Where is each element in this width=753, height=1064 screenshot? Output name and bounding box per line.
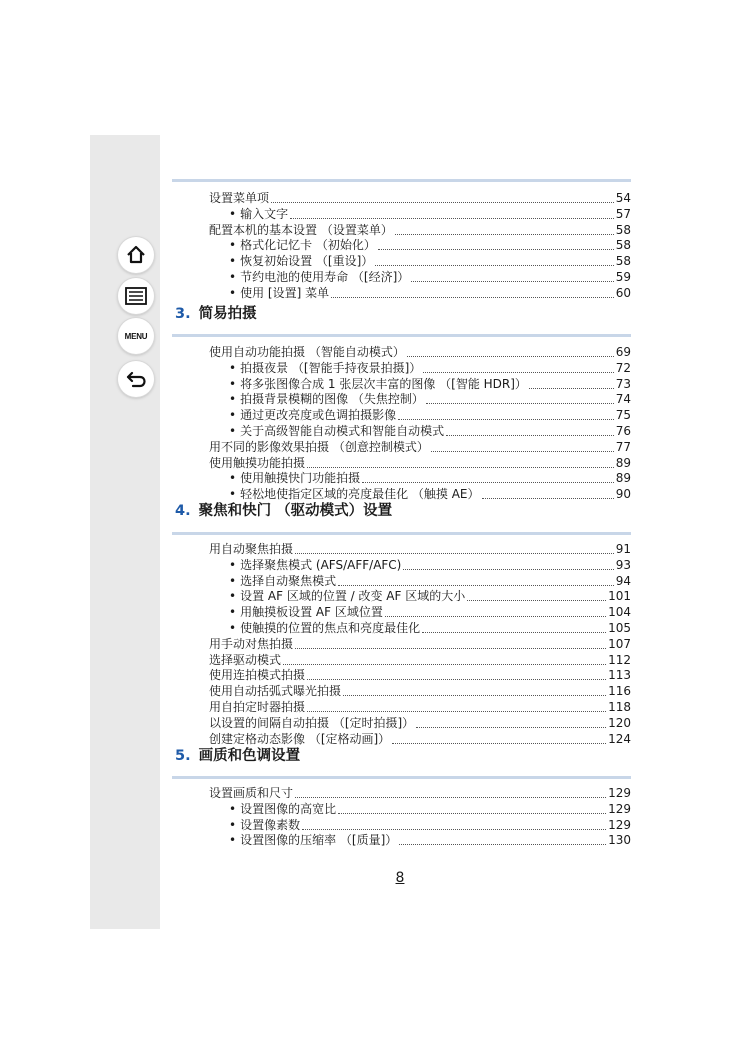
toc-entry-label: 设置画质和尺寸 [209, 786, 294, 800]
toc-subentry[interactable] [229, 574, 631, 589]
toc-entry-label: 设置像素数 [240, 817, 301, 832]
toc-entry-label: 使用连拍模式拍摄 [209, 668, 306, 683]
bullet-icon: • [229, 471, 237, 486]
section-title [175, 499, 392, 520]
bullet-icon: • [229, 206, 237, 221]
dot-leader [385, 616, 606, 617]
toc-subentry[interactable] [229, 361, 631, 376]
toc-entry-label: 用自拍定时器拍摄 [209, 700, 306, 714]
toc-entry-page: 120 [608, 715, 631, 730]
toc-subentry[interactable] [229, 377, 631, 392]
dot-leader [399, 844, 606, 845]
bullet-icon: • [229, 621, 237, 635]
dot-leader [395, 234, 614, 235]
toc-entry-page: 91 [615, 542, 631, 556]
dot-leader [407, 356, 614, 357]
dot-leader [403, 569, 613, 570]
dot-leader [362, 482, 614, 483]
toc-entry-label: 创建定格动态影像 （[定格动画]） [209, 731, 391, 746]
toc-subentry[interactable] [229, 621, 631, 636]
dot-leader [295, 553, 614, 554]
toc-entry-label: 用手动对焦拍摄 [209, 636, 294, 651]
toc-subentry[interactable] [229, 207, 631, 222]
toc-entry-label: 以设置的间隔自动拍摄 （[定时拍摄]） [209, 715, 415, 730]
toc-entry-page: 94 [615, 573, 631, 588]
toc-entry-page: 129 [608, 801, 631, 816]
toc-entry[interactable] [209, 456, 631, 471]
toc-entry-page: 60 [615, 285, 631, 300]
section-divider [172, 776, 631, 779]
bullet-icon: • [229, 270, 237, 284]
toc-entry-label: 用不同的影像效果拍摄 （创意控制模式） [209, 439, 429, 454]
toc-entry[interactable] [209, 716, 631, 731]
toc-subentry[interactable] [229, 818, 631, 833]
bullet-icon: • [229, 408, 237, 423]
toc-entry-page: 118 [608, 700, 631, 714]
page-number: 8 [395, 870, 405, 886]
toc-entry-label: 通过更改亮度或色调拍摄影像 [240, 408, 397, 423]
toc-subentry[interactable] [229, 408, 631, 423]
dot-leader [422, 632, 606, 633]
toc-entry-label: 选择聚焦模式 (AFS/AFF/AFC) [240, 557, 402, 572]
toc-entry-page: 54 [615, 191, 631, 205]
toc-entry-label: 选择驱动模式 [209, 652, 282, 667]
toc-entry-label: 用自动聚焦拍摄 [209, 542, 294, 556]
toc-entry-label: 拍摄背景模糊的图像 （失焦控制） [240, 392, 424, 407]
dot-leader [271, 202, 614, 203]
toc-entry[interactable] [209, 786, 631, 801]
toc-entry-page: 76 [615, 424, 631, 438]
section-title-text: 画质和色调设置 [198, 748, 301, 764]
dot-leader [529, 388, 614, 389]
toc-subentry[interactable] [229, 424, 631, 439]
toc-entry-page: 58 [615, 222, 631, 237]
bullet-icon: • [229, 605, 237, 620]
toc-entry-label: 将多张图像合成 1 张层次丰富的图像 （[智能 HDR]） [240, 376, 527, 391]
dot-leader [338, 585, 614, 586]
toc-entry-page: 130 [608, 833, 631, 848]
dot-leader [426, 403, 614, 404]
dot-leader [375, 265, 613, 266]
dot-leader [307, 467, 614, 468]
toc-entry-page: 104 [608, 605, 631, 620]
bullet-icon: • [229, 801, 237, 816]
toc-entry-label: 输入文字 [240, 206, 289, 221]
dot-leader [467, 600, 606, 601]
toc-entry-label: 使用 [设置] 菜单 [240, 285, 330, 300]
toc-entry-page: 58 [615, 254, 631, 269]
toc-subentry[interactable] [229, 392, 631, 407]
bullet-icon: • [229, 392, 237, 407]
section-divider [172, 179, 631, 182]
toc-entry-page: 105 [608, 621, 631, 635]
toc-entry[interactable] [209, 637, 631, 652]
toc-entry-label: 设置 AF 区域的位置 / 改变 AF 区域的大小 [240, 589, 466, 604]
dot-leader [302, 829, 606, 830]
toc-subentry[interactable] [229, 605, 631, 620]
toc-entry[interactable] [209, 191, 631, 206]
toc-subentry[interactable] [229, 558, 631, 573]
dot-leader [290, 218, 614, 219]
toc-entry-label: 节约电池的使用寿命 （[经济]） [240, 270, 410, 284]
toc-entry-page: 90 [615, 487, 631, 502]
dot-leader [431, 451, 614, 452]
toc-entry-page: 101 [608, 589, 631, 604]
section-number: 3. [175, 306, 191, 322]
bullet-icon: • [229, 817, 237, 832]
toc-entry-label: 设置图像的高宽比 [240, 801, 337, 816]
toc-subentry[interactable] [229, 238, 631, 253]
toc-entry-label: 拍摄夜景 （[智能手持夜景拍摄]） [240, 360, 422, 375]
toc-subentry[interactable] [229, 833, 631, 848]
toc-entry-page: 112 [608, 652, 631, 667]
bullet-icon: • [229, 487, 237, 502]
toc-entry-label: 配置本机的基本设置 （设置菜单） [209, 222, 393, 237]
dot-leader [338, 813, 606, 814]
bullet-icon: • [229, 376, 237, 391]
bullet-icon: • [229, 360, 237, 375]
toc-entry-label: 设置图像的压缩率 （[质量]） [240, 833, 398, 848]
toc-entry-page: 129 [608, 786, 631, 800]
toc-subentry[interactable] [229, 589, 631, 604]
toc-entry[interactable] [209, 684, 631, 699]
toc-entry-page: 89 [615, 471, 631, 486]
toc-entry[interactable] [209, 542, 631, 557]
toc-entry-label: 设置菜单项 [209, 191, 270, 205]
dot-leader [307, 711, 606, 712]
section-divider [172, 532, 631, 535]
dot-leader [295, 648, 606, 649]
dot-leader [378, 249, 614, 250]
toc-entry-page: 73 [615, 376, 631, 391]
dot-leader [446, 435, 614, 436]
dot-leader [295, 797, 606, 798]
bullet-icon: • [229, 254, 237, 269]
toc-subentry[interactable] [229, 286, 631, 301]
toc-entry-page: 124 [608, 731, 631, 746]
toc-entry[interactable] [209, 700, 631, 715]
toc-entry-page: 74 [615, 392, 631, 407]
toc-entry-label: 使用自动功能拍摄 （智能自动模式） [209, 345, 405, 359]
toc-entry-page: 57 [615, 206, 631, 221]
toc-subentry[interactable] [229, 254, 631, 269]
toc-entry-page: 58 [615, 238, 631, 253]
dot-leader [392, 743, 606, 744]
toc-entry-page: 129 [608, 817, 631, 832]
toc-entry-label: 恢复初始设置 （[重设]） [240, 254, 374, 269]
toc-subentry[interactable] [229, 802, 631, 817]
toc-entry[interactable] [209, 653, 631, 668]
toc-entry-page: 107 [608, 636, 631, 651]
dot-leader [343, 695, 606, 696]
dot-leader [482, 498, 614, 499]
toc-entry-label: 使用自动括弧式曝光拍摄 [209, 684, 342, 699]
toc-entry-page: 75 [615, 408, 631, 423]
toc-entry-label: 轻松地使指定区域的亮度最佳化 （触摸 AE） [240, 487, 480, 502]
toc-entry-label: 选择自动聚焦模式 [240, 573, 337, 588]
dot-leader [398, 419, 614, 420]
toc-subentry[interactable] [229, 270, 631, 285]
bullet-icon: • [229, 424, 237, 438]
toc-entry-page: 116 [608, 684, 631, 699]
dot-leader [416, 727, 606, 728]
section-title [175, 302, 257, 323]
toc-entry[interactable] [209, 440, 631, 455]
bullet-icon: • [229, 573, 237, 588]
bullet-icon: • [229, 557, 237, 572]
toc-entry-page: 93 [615, 557, 631, 572]
section-divider [172, 334, 631, 337]
dot-leader [411, 281, 613, 282]
toc-entry-page: 72 [615, 360, 631, 375]
section-number: 5. [175, 748, 191, 764]
section-number: 4. [175, 503, 191, 519]
toc-entry[interactable] [209, 223, 631, 238]
toc-entry-label: 关于高级智能自动模式和智能自动模式 [240, 424, 445, 438]
toc-entry-page: 89 [615, 455, 631, 470]
dot-leader [331, 297, 614, 298]
section-title [175, 744, 300, 765]
toc-entry-label: 使用触摸快门功能拍摄 [240, 471, 361, 486]
bullet-icon: • [229, 238, 237, 253]
bullet-icon: • [229, 285, 237, 300]
bullet-icon: • [229, 589, 237, 604]
toc-entry[interactable] [209, 668, 631, 683]
toc-entry-page: 113 [608, 668, 631, 683]
toc-entry[interactable] [209, 345, 631, 360]
toc-entry-label: 格式化记忆卡 （初始化） [240, 238, 376, 253]
section-title-text: 简易拍摄 [198, 306, 257, 322]
toc-entry-page: 59 [615, 270, 631, 284]
toc-entry-page: 69 [615, 345, 631, 359]
toc-entry-label: 用触摸板设置 AF 区域位置 [240, 605, 383, 620]
dot-leader [283, 664, 606, 665]
toc-subentry[interactable] [229, 471, 631, 486]
section-title-text: 聚焦和快门 （驱动模式）设置 [198, 503, 393, 519]
bullet-icon: • [229, 833, 237, 848]
toc-entry-page: 77 [615, 439, 631, 454]
toc-entry-label: 使触摸的位置的焦点和亮度最佳化 [240, 621, 421, 635]
dot-leader [423, 372, 613, 373]
menu-icon: MENU [124, 331, 148, 341]
dot-leader [307, 679, 606, 680]
toc-entry-label: 使用触摸功能拍摄 [209, 455, 306, 470]
